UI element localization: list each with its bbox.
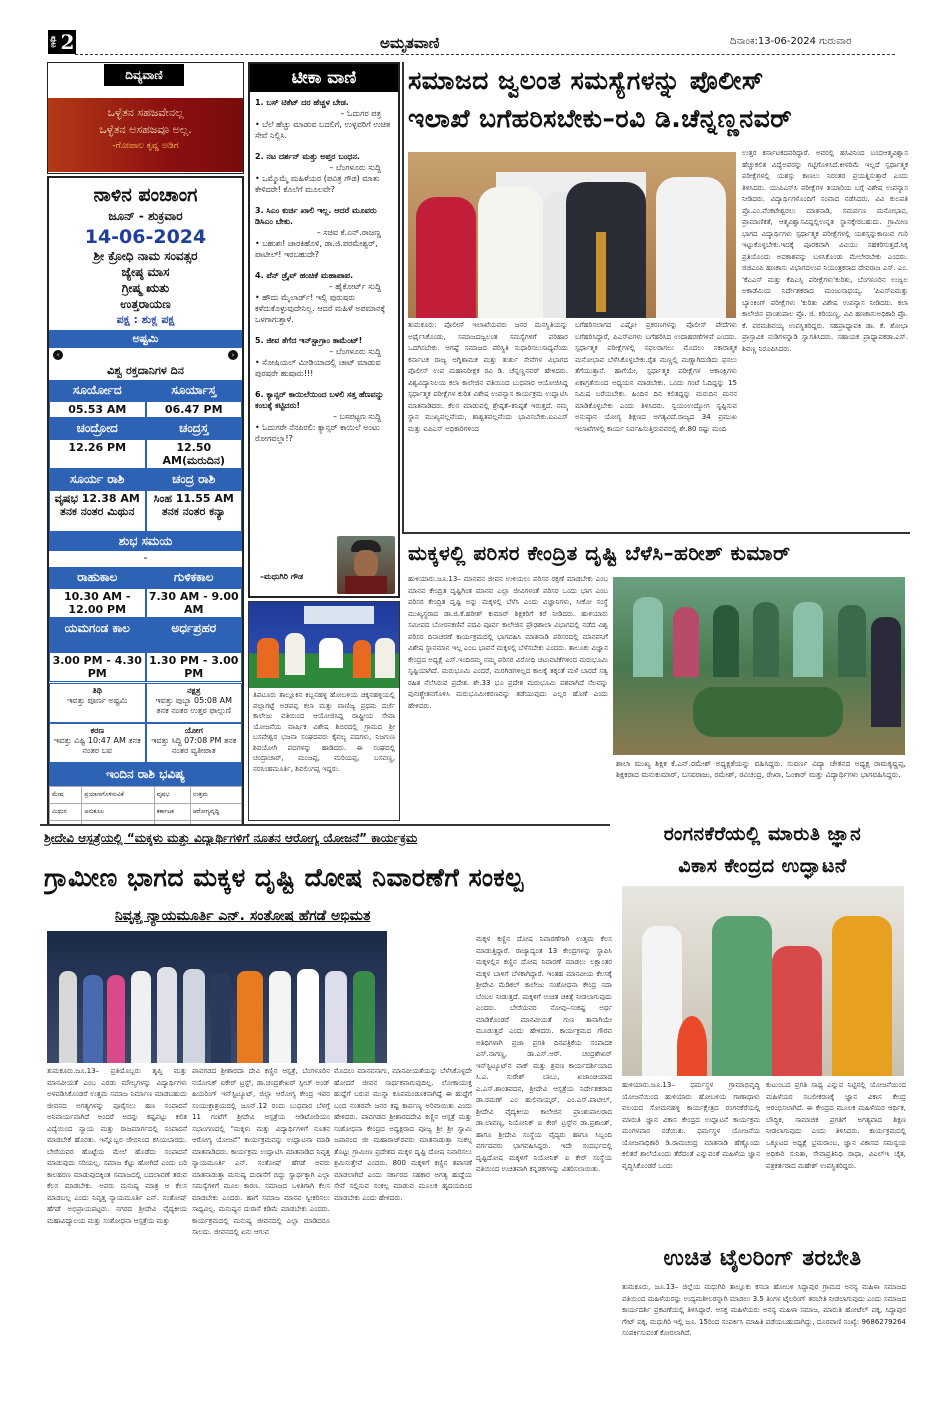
bhajana-photo [249,602,399,688]
karana-cell [49,723,146,763]
teeka-vani-column [248,62,400,598]
face [354,550,378,578]
moonrise-value: 12.26 PM [49,439,146,469]
teeka-author: –ಮಧುಗಿರಿ ಗೌಡ [260,572,304,581]
rahukala-label: ರಾಹುಕಾಲ [49,567,146,588]
story3-col2: ಪಾವಗಡದ ಶ್ರೀಶಾರದಾ ದೇವಿ ಕಣ್ಣಿನ ಆಸ್ಪತ್ರೆ, ಬೆಂಗಳೂರಿನ ನಯೋನಿಕ್ ಐಕೇರ್ ಟ್ರಸ್ಟ್, ಡಾ.ಚಂದ್ರಶೇಖರ್ ಸ್ಪೀಚ್ ಅಂಡ್ ಹಿಯರಿಂಗ್ ಇನ್‌ಸ್ಟಿಟ್ಯೂಟ್, ಜಿಲ್ಲಾ ಆರೋಗ್ಯ ಕೇಂದ್ರ ಇವರ ಸಂಯುಕ್ತಾಶ್ರಯದಲ್ಲಿ ಜೂನ್.12 ರಂದು ಬುಧವಾರ ಬೆಳಗ್ಗೆ 11 ಗಂಟೆಗೆ ಶ್ರೀದೇವಿ ಆಸ್ಪತ್ರೆಯ ಆಡಿಟೋರಿಯಂ ಸಭಾಂಗಣದಲ್ಲಿ "ಮಕ್ಕಳು ಮತ್ತು ವಿದ್ಯಾರ್ಥಿಗಳಿಗೆ ನೂತನ ಆರೋಗ್ಯ ಯೋಜನೆ" ಕಾರ್ಯಕ್ರಮವನ್ನು ಉದ್ಘಾಟನಾ ಮಾಡಿ ಮಾತನಾಡಿದರು. ಕಾರ್ಯಕ್ರಮ ಉದ್ಘಾಟಿಸಿ ಮಾತನಾಡಿದ ನಿವೃತ್ತ ನ್ಯಾಯಮೂರ್ತಿ ಎನ್. ಸಂತೋಷ್ ಹೆಗಡೆ ಅವರು ಮಾತನಾಡುತ್ತಾ ಮನುಷ್ಯ ದುರಾಸೆಗೆ ಬಿದ್ದು ಸ್ವಾರ್ಥಕ್ಕಾಗಿ ಎಲ್ಲಾ ಸಮಸ್ಯೆಗಳಿಗೆ ಮೂಲ ಕಾರಣ. ಸಮಾಜದ ಒಳಿತಿಗಾಗಿ ಕೆಲಸ ಮಾಡಬೇಕು ಎಂದರು. ಹಾಗೆ ಸಮಾಜ ಮಾನವ ಸ್ವೀಕರಿಸಲು ಸಾಧ್ಯವಿಲ್ಲ. ಮನುಷ್ಯನ ದುರಾಸೆ ಕಡಿಮೆ ಮಾಡಬೇಕು ಎಂದರು. ಕಾರ್ಯಕ್ರಮದಲ್ಲಿ ಮನುಷ್ಯ ಜೀವನದಲ್ಲಿ ಎಲ್ಲಾ ಮಾಡಿದರೂ ಸಾಲದು. ಜೀವನದಲ್ಲಿ ಏನು ಆಗುವ [192,1067,330,1236]
story3-col4: ಮಕ್ಕಳ ಕಣ್ಣಿನ ದೋಷ ನಿವಾರಣೆಗಾಗಿ ಉತ್ತಮ ಕೆಲಸ ಮಾಡುತ್ತಿದ್ದಾರೆ. ರಾಜ್ಯಾದ್ಯಂತ 13 ಕೇಂದ್ರಗಳನ್ನು ಸ್ಥಾಪಿಸಿ ಮಕ್ಕಳಲ್ಲಿನ ಕಣ್ಣಿನ ದೋಷ ನಿವಾರಣೆ ಮಾಡಲು ಲಕ್ಷಾಂತರ ಮಕ್ಕಳ ಬಾಳಿಗೆ ಬೆಳಕಾಗಿದ್ದಾರೆ. ಇಂತಹ ಮಾನವೀಯ ಕೆಲಸಕ್ಕೆ ಶ್ರೀದೇವಿ ಮೆಡಿಕಲ್ ಕಾಲೇಜು ಸಂಶೋಧನಾ ಕೇಂದ್ರ ಸದಾ ಬೆಂಬಲ ನೀಡುತ್ತದೆ. ಮಕ್ಕಳಿಗೆ ಉಚಿತ ಚಿಕಿತ್ಸೆ ನೀಡಲಾಗುವುದು ಎಂದರು. ಬೇರೆಯವರ ನೋವು–ಸಂಕಷ್ಟ ಅರ್ಥ ಮಾಡಿಕೊಂಡರೆ ಮಾನವೀಯತೆ ಗುಣ ತಾನಾಗಿಯೇ ಮೂಡುತ್ತದೆ ಎಂದು ಹೇಳಿದರು. ಕಾರ್ಯಕ್ರಮದ ಗೌರವ ಅತಿಥಿಗಳಾಗಿ ಪ್ರಜಾ ಪ್ರಗತಿ ದಿನಪತ್ರಿಕೆಯ ಸಂಪಾದಕ ಎಸ್.ನಾಗಣ್ಣ, ಡಾ.ಎಸ್.ಆರ್. ಚಂದ್ರಶೇಖರ್ ಇನ್‌ಸ್ಟಿಟ್ಯೂಟ್‌ನ ವಾಕ್ ಮತ್ತು ಶ್ರವಣ ಕಾರ್ಯದರ್ಶಿಯಾದ ಸಿ.ಎ. ಸುರೇಶ್ ಬಾಬು, ಖಜಾಂಚಿಯಾದ ಎ.ಎಸ್.ಶಾಂತವದನ, ಶ್ರೀದೇವಿ ಆಸ್ಪತ್ರೆಯ ನಿರ್ದೇಶಕರಾದ ಡಾ.ರಮಣ್ ಎಂ ಹುಲಿನಾಯ್ಕರ್, ಎಂ.ಎಸ್.ಪಾಟೀಲ್, ಶ್ರೀದೇವಿ ವೈದ್ಯಕೀಯ ಕಾಲೇಜಿನ ಪ್ರಾಂಶುಪಾಲರಾದ ಡಾ.ಲಾವಣ್ಯ, ನಿಯೋನಿಕ್ ಐ ಕೇರ್ ಟ್ರಸ್ಟ್‌ನ ಡಾ.ಪ್ರಶಾಂತ್, ಹಾಗೂ ಶ್ರೀದೇವಿ ಸಂಸ್ಥೆಯ ವೈದ್ಯರು ಹಾಗೂ ಸಿಬ್ಬಂದಿ ವರ್ಗದವರು ಭಾಗವಹಿಸಿದ್ದರು. ಇದೇ ಸಂದರ್ಭದಲ್ಲಿ ದೃಷ್ಟಿದೋಷ ಮಕ್ಕಳಿಗೆ ನಿಯೋನಿಕ್ ಐ ಕೇರ್ ಸಂಸ್ಥೆಯ ವತಿಯಿಂದ ಉಚಿತವಾಗಿ ಕನ್ನಡಕಗಳನ್ನು ವಿತರಿಸಲಾಯಿತು. [476,935,612,1173]
person [107,975,125,1063]
section-divider [40,824,610,826]
nakshatra-text: ಇವತ್ತು ಪುಬ್ಬಾ 05:08 AM ತನಕ ನಂತರ ಉತ್ತರ ಫಾಲ್ಗುಣಿ [155,696,233,715]
moonset-label: ಚಂದ್ರಸ್ತ [146,418,243,439]
teeka-comment: • ಹೌದು ಮೈಲಾರ್ಡ್! ಇಲ್ಲಿ ಪುರುಷರು ಕಳೆದುಕೊಳ್ಳುವುದೇನಿಲ್ಲ. ಆದರೆ ಮಹಿಳೆ ಅಪಮಾನಕ್ಕೆ ಒಳಗಾಗುತ್ತಾಳೆ. [255,293,386,324]
story3-headline: ಗ್ರಾಮೀಣ ಭಾಗದ ಮಕ್ಕಳ ದೃಷ್ಟಿ ದೋಷ ನಿವಾರಣೆಗೆ ಸಂಕಲ್ಪ [44,863,524,892]
teeka-source: – ಹೈಕೋರ್ಟ್ ಸುದ್ದಿ [328,282,381,291]
person [793,602,823,677]
rashi-prediction: ಆರೋಗ್ಯವೃದ್ಧಿ [190,804,241,821]
teeka-item [250,387,398,446]
yoga-cell [146,723,243,763]
story3-col1: ತುಮಕೂರು.ಜೂ.13– ಪ್ರತಿಯೊಬ್ಬರು ತೃಪ್ತಿ ಮತ್ತು ಮಾನವೀಯತೆ ಎಂಬ ಎರಡು ಮೌಲ್ಯಗಳನ್ನು ವಿದ್ಯಾರ್ಥಿಗಳು ಅಳವಡಿಸಿಕೊಂಡರೆ ಉತ್ತಮ ಸಮಾಜ ನಿರ್ಮಾಣ ಮಾಡಬಹುದು ಜೀವನದ ಅಗತ್ಯಗಳನ್ನು ಪೂರೈಸಲು ಹಣ ಸಂಪಾದನೆ ಅನಿವಾರ್ಯವಾಗಿದೆ ಅಂದರೆ ಅದನ್ನು ಕಷ್ಟಪಟ್ಟು ಕಲಿತ ವಿದ್ಯೆಯಿಂದ ನ್ಯಾಯ ಮತ್ತು ರಾಜಮಾರ್ಗದಲ್ಲಿ ಸಂಪಾದನೆ ಮಾಡಬೇಕೆ ಹೊರತು. ಇನ್ನೊಬ್ಬರ ಜೇಬಿನಿಂದ ಕಸಿಯಬಾರದು. ಬೇರೆಯವರ ಹೊಟ್ಟೆಯ ಮೇಲೆ ಹೊಡೆದು ಸಂಪಾದನೆ ಮಾಡುವುದು ಸರಿಯಲ್ಲ. ಸಮಾಜ ಕೆಟ್ಟು ಹೋಗಿದೆ ಎಂದು ಬರಿ ಕಾಲಹರಣ ಮಾಡುವುದಕ್ಕಿಂತ ಸಮಾಜದಲ್ಲಿ ಬದಲಾವಣೆ ತರುವ ಕೆಲಸ ಮಾಡಬೇಕು. ಅವರು ಮನುಷ್ಯ ಮಾತ್ರ ಆ ಕೆಲಸ ಮಾಡಬಲ್ಲ ಎಂದು ನಿವೃತ್ತ ನ್ಯಾಯಮೂರ್ತಿ ಎನ್. ಸಂತೋಷ್ ಹೆಗಡೆ ಅಭಿಪ್ರಾಯಪಟ್ಟರು. ನಗರದ ಶ್ರೀದೇವಿ ವೈದ್ಯಕೀಯ ಮಹಾವಿದ್ಯಾಲಯ ಮತ್ತು ಸಂಶೋಧನಾ ಆಸ್ಪತ್ರೆಯ ಮತ್ತು [47,1067,187,1225]
teeka-source: – ಬೆಂಗಳೂರು ಸುದ್ದಿ [329,347,381,356]
tithi-bar: ಅಷ್ಟಮಿ [49,330,242,348]
person [712,916,772,1076]
story1-col2: ಬಗೆಹರಿಸಲಾಗದ ಎಷ್ಟೋ ಪ್ರಕರಣಗಳನ್ನು ಪೊಲೀಸ್ ಪೇದೆಗಳು ಬಗೆಹರಿಸಿದ್ದಾರೆ, ಪಿಎಸ್‌ಐಗಳು ಬಗೆಹರಿಸಿದ ಉದಾಹರಣೆಗಳಿವೆ ಎಂದರು. ಸ್ಪರ್ಧಾತ್ಮಕ ಪರೀಕ್ಷೆಗಳಲ್ಲಿ ಸಫಲರಾಗಲು ಮೊದಲು ಸಕಾರಾತ್ಮಕ ಮನೋಭಾವ ಬೆಳೆಸಿಕೊಳ್ಳಬೇಕು.ರೈತ ಮಣ್ಣಲ್ಲಿ ಮಣ್ಣಾಗಿದುಡಿದು ಫಸಲು ತೆಗೆಯುತ್ತಾನೆ. ಹಾಗೆಯೇ, ಸ್ಪರ್ಧಾತ್ಮಕ ಪರೀಕ್ಷೆಗಳ ಆಕಾಂಕ್ಷಿಗಳು ಏಕಾಗ್ರತೆಯಿಂದ ಅಧ್ಯಯನ ಮಾಡಬೇಕು. ಒಂದು ಗಂಟೆ ಓದಿದ್ದನ್ನು 15 ನಿಮಿಷ ಬರೆಯಬೇಕು. ಹಿಂದಿನ ದಿನ ಕಲಿತದ್ದನ್ನು ಮರುದಿನ ಮನನ ಮಾಡಿಕೊಳ್ಳಬೇಕು ಎಂದು ತಿಳಿಸಿದರು. ಸ್ವಯಂಉದ್ಯೋಗ ಸೃಷ್ಟಿಸುವ ಅನುಷ್ಠಾನ ಯೋಗ್ಯ ಶಿಕ್ಷಣದ ಅಗತ್ಯವಿದೆ.ರಾಜ್ಯದ 34 ಪ್ರಮುಖ ಇಲಾಖೆಗಳಲ್ಲಿ ಕಾರ್ಯ ನಿರ್ವಹಿಸುತ್ತಿರುವವರಲ್ಲಿ ಶೇ.80 ರಷ್ಟು ಮಂದಿ [575,321,737,433]
tithi-text: ಇವತ್ತು ಪೂರ್ಣ ಅಷ್ಟಮಿ [67,696,128,705]
divyavani-title: ದಿವ್ಯವಾಣಿ [104,64,184,86]
ritu: ಗ್ರೀಷ್ಮ ಋತು [121,281,170,295]
person [375,638,395,678]
column-rule [402,62,404,532]
yoga-title: ಯೋಗ [184,726,203,735]
story5-body: ತುಮಕೂರು, ಜೂ.13– ಜಿಲ್ಲೆಯ ಮಧುಗಿರಿ ತಾಲ್ಲೂಕು ಕಸಬಾ ಹೋಬಳಿ ಸಿದ್ಧಾಪುರ ಗ್ರಾಮದ ಅನನ್ಯ ಮಹಿಳಾ ಸಮಾಜದ ವತಿಯಿಂದ ಮಹಿಳೆಯರನ್ನು ಉದ್ಯಮಶೀಲರನ್ನಾಗಿ ಮಾಡಲು 3.5 ತಿಂಗಳ ಟೈಲರಿಂಗ್ ತರಬೇತಿ ನೀಡಲಾಗುವುದು ಎಂದು ಸಮಾಜದ ಕಾರ್ಯದರ್ಶಿ ಪ್ರಕಟಣೆಯಲ್ಲಿ ತಿಳಿಸಿದ್ದಾರೆ. ಆಸಕ್ತ ಮಹಿಳೆಯರು ಅನನ್ಯ ಮಹಿಳಾ ಸಮಾಜ, ಮಾರುತಿ ಹೋಟೆಲ್ ಪಕ್ಕ, ಸಿದ್ಧಾಪುರ ಗೇಟ್ ಪಕ್ಕ, ಮಧುಗಿರಿ ಇಲ್ಲಿ ಜೂ. 15ರಿಂದ ಸಂಪರ್ಕಿಸಿ ಮಾಹಿತಿ ಪಡೆಯಬಹುದಾಗಿದ್ದು, ದೂರವಾಣಿ ಸಂಖ್ಯೆ: 9686279264 ಸಂಪರ್ಕಿಸುವಂತೆ ಕೋರಲಾಗಿದೆ. [622,1283,906,1337]
paper-masthead: ಅಮೃತವಾಣಿ [380,34,440,52]
person [566,182,646,318]
story4-headline-line1: ರಂಗನಕೆರೆಯಲ್ಲಿ ಮಾರುತಿ ಜ್ಞಾನ [663,823,862,845]
person [325,971,347,1063]
surya-rashi-value: ವೃಷಭ 12.38 AM ತನಕ ನಂತರ ಮಿಥುನ [49,490,146,532]
story4-photo [622,886,904,1076]
panchanga-title: ನಾಳಿನ ಪಂಚಾಂಗ [93,184,198,206]
panchanga-date: 14-06-2024 [84,226,207,248]
sunrise-value: 05.53 AM [49,401,146,418]
story2-caption: ಶಾಲಾ ಮುಖ್ಯ ಶಿಕ್ಷಕ ಕೆ.ಎನ್.ರಮೇಶ್ ಅಧ್ಯಕ್ಷತೆಯನ್ನು ವಹಿಸಿದ್ದರು. ಸುವರ್ಣ ವಿದ್ಯಾ ಚೇತನದ ಅಧ್ಯಕ್ಷ ರಾಮಕೃಷ್ಣಪ್ಪ, ಶಿಕ್ಷಕರಾದ ಮನುಕುಮಾರ್, ಬಸವರಾಜು, ರಮೇಶ್, ರವಿಚಂದ್ರ, ರೇಖಾ, ಓಂಕಾರ್ ಮತ್ತು ವಿದ್ಯಾರ್ಥಿಗಳು ಭಾಗವಹಿಸಿದ್ದರು. [616,759,906,779]
person [211,973,231,1063]
teeka-headline: 4. ಪೆನ್ ಡ್ರೈವ್ ಹಂಚಿಕೆ ಮಹಾಪಾಪ. [255,271,353,280]
teeka-source: – ಸಚಿವ ಕೆ.ಎನ್.ರಾಜಣ್ಣ [316,228,381,237]
person [131,971,151,1063]
teeka-comment: • ಓದುಗರೇ ನೆನಪಿರಲಿ: ಕ್ಯಾನ್ಸರ್ ಕಾಯಿಲೆ ಅಂಟು ರೋಗವಲ್ಲಾ!? [255,423,380,443]
masa: ಜ್ಯೇಷ್ಠ ಮಾಸ [121,265,170,279]
person [416,197,476,318]
page-number: 2 [60,30,75,54]
chandra-rashi-label: ಚಂದ್ರ ರಾಶಿ [146,469,243,490]
shubha-samaya-value: - [143,551,148,564]
person [353,971,375,1063]
rashi-sign: ಮಿಥುನ [50,804,82,821]
teeka-source: – ಬಸಪಟ್ಟಣ ಸುದ್ದಿ [332,412,381,421]
person [838,605,866,677]
teeka-vani-title: ಟೀಕಾ ವಾಣಿ [250,64,398,92]
teeka-items [250,95,398,446]
story1-photo [408,152,736,318]
person [353,640,371,678]
teeka-source: – ಬೆಂಗಳೂರು ಸುದ್ದಿ [329,163,381,172]
nakshatra-cell [146,683,243,723]
quote-line-2: ಒಳ್ಳೆತನ ಅಸಹಜವೂ ಅಲ್ಲ. [99,123,192,136]
rashi-prediction: ಅನುಕೂಲ [82,804,154,821]
karana-title: ಕರಣ [90,726,104,735]
person [832,916,892,1076]
story4-col1: ಹುಳಿಯಾರು.ಜೂ.13– ಧರ್ಮಸ್ಥಳ ಗ್ರಾಮಾಭಿವೃದ್ಧಿ ಯೋಜನೆಯಿಂದ ಹುಳಿಯಾರು ಹೋಬಳಿಯ ಗಾಣಾಧಾಳು ವಲಯದ ಸೋಮನಹಳ್ಳಿ ಕಾರ್ಯಕ್ಷೇತ್ರದ ರಂಗನಕೆರೆಯಲ್ಲಿ ಮಾರುತಿ ಜ್ಞಾನ ವಿಕಾಸ ಕೇಂದ್ರದ ಉದ್ಘಾಟನೆ ಕಾರ್ಯಕ್ರಮ ಮಂಗಳವಾರ ನಡೆಯಿತು. ಧರ್ಮಸ್ಥಳ ಯೋಜನೆಯ ಯೋಜನಾಧಿಕಾರಿ ಡಿ.ರಾಮಚಂದ್ರ ಮಾತನಾಡಿ ಹೆಣ್ಣೊಂದು ಕಲಿತರೆ ಶಾಲೆಯೊಂದು ತೆರೆದಂತೆ ಎನ್ನುವಂತೆ ಮಹಿಳೆಯ ಜ್ಞಾನ ವೃದ್ಧಿಸಿಕೊಂಡರೆ ಒಂದು [622,1081,760,1170]
rashi-sign: ಮೇಷ [50,787,82,804]
story1-col3: ಉತ್ತರ ಕರ್ನಾಟಕದವರಿದ್ದಾರೆ. ಅವರಲ್ಲಿ ಹಸಿವಿನಿಂದ ಬಂದಆತ್ಮವಿಶ್ವಾಸ ಹೆಚ್ಚುಕಲಿತ ವಿದ್ಯೆಅವರನ್ನು ಗಟ್ಟಿಗೊಳಿಸಿದೆ.ಕೀಳರಿಮೆ ಇಲ್ಲದೆ ಸ್ಪರ್ಧಾತ್ಮಕ ಪರೀಕ್ಷೆಗಳಲ್ಲಿ ಯಶಸ್ಸು ಕಾಣಲು ನಿರಂತರ ಪ್ರಯತ್ನಿಸುತ್ತಾರೆ ಎಂದು ತಿಳಿಸಿದರು. ಯುಪಿಎಸ್‌ಸಿ ಪರೀಕ್ಷೆಗಳ ತಯಾರಿಯ ಬಗ್ಗೆ ವಿಶೇಷ ಉಪನ್ಯಾಸ ನೀಡಿದರು. ವಿದ್ಯಾರ್ಥಿಗಳೊಂದಿಗೆ ಸಂವಾದ ನಡೆಸಿದರು. ವಿವಿ ಕುಲಪತಿ ಪ್ರೊ.ಎಂ.ವೆಂಕಟೇಶ್ವರಲು ಮಾತನಾಡಿ, ಸಮರ್ಪಣ ಮನೋಭಾವ, ಪ್ರಾಮಾಣಿಕತೆ, ಆತ್ಮವಿಶ್ವಾಸವಿದ್ದಲ್ಲಿಉನ್ನತ ಸ್ಥಾನಕ್ಕೇರಬಹುದು. ಗ್ರಾಮೀಣ ಭಾಗದ ವಿದ್ಯಾರ್ಥಿಗಳು ಸ್ಪರ್ಧಾತ್ಮಕ ಪರೀಕ್ಷೆಗಳಲ್ಲಿ ಯಶಸ್ಸನ್ನುಕಾಣುವ ಗುರಿ ಇಟ್ಟುಕೊಳ್ಳಬೇಕು.ಇದಕ್ಕೆ ಪೂರಕವಾಗಿ ವಿವಿಯು ಸಹಕರಿಸುತ್ತದೆ.ಸಿಕ್ಕ ಪ್ರತಿಯೊಂದು ಅವಕಾಶವನ್ನು ಬಳಸಿಕೊಂಡು ಮೇಲೇರಬೇಕು ಎಂದರು. ಜಿಜಿಎಂಪಿ ಹಣಕಾಸು ವಿಭಾಗದಉಪ ನಿಯಂತ್ರಕರಾದ ದೇವರಾಜ ಎಸ್. ಎಂ. 'ಕೆಎಎಸ್ ಮತ್ತು ಕೆಪಿಎಸ್ಸಿ ಪರೀಕ್ಷೆಗಳು'ಕುರಿತು, ಬೆಂಗಳೂರಿನ ಉಜ್ವಲ ಅಕಾಡೆಮಿಯ ನಿರ್ದೇಶಕರಾದ ಮಂಜುನಾಥಯ್ಯ. 'ಪಿಎಸ್‌ಐಮತ್ತು ಬ್ಯಾಂಕಿಂಗ್ ಪರೀಕ್ಷೆಗಳು 'ಕುರಿತು ವಿಶೇಷ ಉಪನ್ಯಾಸ ನೀಡಿದರು. ಕಲಾ ಕಾಲೇಜಿನ ಪ್ರಾಂಶುಪಾಲ ಪ್ರೊ. ಜಿ. ಕರಿಯಣ್ಣ, ವಿವಿ ಹಣಕಾಸುಅಧಿಕಾರಿ ಪ್ರೊ. ಕೆ. ಪರಮಶಿವಯ್ಯ ಉಪಸ್ಥಿತರಿದ್ದರು. ಸಹಪ್ರಾಧ್ಯಾಪಕಿ ಡಾ. ಕೆ. ಶೋಭಾ ಪ್ರಾಸ್ತಾವಿಕ ನುಡಿಗಳನ್ನಾಡಿ ಸ್ವಾಗತಿಸಿದರು. ಸಹಾಯಕ ಪ್ರಾಧ್ಯಾಪಕಡಾ.ಎಸ್. ಶಿವಣ್ಣ ನಿರೂಪಿಸಿದರು. [742,149,908,353]
tithi-cell [49,683,146,723]
sun-moon-grid [49,380,242,532]
kala-grid [49,567,242,682]
teeka-headline: 3. ಸಿಎಂ ಕುರ್ಚಿ ಖಾಲಿ ಇಲ್ಲ. ಆದರೆ ಮೂವರು ಡಿಸಿಎಂ ಬೇಕು. [255,206,377,226]
panchanga-panel [47,176,244,826]
surya-rashi-label: ಸೂರ್ಯ ರಾಶಿ [49,469,146,490]
story1-headline [408,62,908,138]
chandra-rashi-value: ಸಿಂಹ 11.55 AM ತನಕ ನಂತರ ಕನ್ಯಾ [146,490,243,532]
story3-subhead: ನಿವೃತ್ತ ನ್ಯಾಯಮೂರ್ತಿ ಎನ್. ಸಂತೋಷ ಹೆಗಡೆ ಅಭಿಮತ [115,908,371,924]
shubha-samaya-title: ಶುಭ ಸಮಯ [49,532,242,551]
person [713,605,739,677]
teeka-item [250,333,398,381]
carousel-nav [49,348,242,362]
rashi-sign: ವೃಷಭ [154,787,190,804]
teeka-headline: 1. ಬಸ್ ಟಿಕೆಟ್ ದರ ಹೆಚ್ಚಳ ಬೇಡ. [255,98,349,107]
story3-kicker: ಶ್ರೀದೇವಿ ಆಸ್ಪತ್ರೆಯಲ್ಲಿ “ಮಕ್ಕಳು ಮತ್ತು ವಿದ್ಯಾರ್ಥಿಗಳಿಗೆ ನೂತನ ಆರೋಗ್ಯ ಯೋಜನೆ” ಕಾರ್ಯಕ್ರಮ [44,831,418,845]
person [753,602,779,677]
person [656,177,726,318]
rashi-prediction: ಪ್ರಯಾಣಗೊಳಿಸುವಿಕೆ [82,787,154,804]
story4-headline [620,818,905,882]
rahukala-value: 10.30 AM - 12.00 PM [49,588,146,618]
person [478,187,543,318]
person [285,633,305,675]
story3-photo [47,931,387,1063]
bhajana-item [248,601,400,821]
karana-text: ಇವತ್ತು ವಿಷ್ಟಿ 10:47 AM ತನಕ ನಂತರ ಬವ [53,736,141,755]
banner [304,606,374,624]
bhajana-caption: ತಿಪಟೂರು ತಾಲ್ಲೂಕಿನ ಕಿಬ್ಬನಹಳ್ಳಿ ಹೋಬಳಿಯ ಚಿಕ್ಕನಹಳ್ಳಿಯಲ್ಲಿ ಪಲ್ಲಾಗಟ್ಟೆ ಅಡವಪ್ಪ ಕಲಾ ಮತ್ತು ವಾಣಿಜ್ಯ ಪ್ರಥಮ ದರ್ಜೆ ಕಾಲೇಜು ವತಿಯಿಂದ ಆಯೋಜಿಸಿದ್ದ ರಾಷ್ಟ್ರೀಯ ಸೇವಾ ಯೋಜನೆಯ ವಾರ್ಷಿಕ ವಿಶೇಷ ಶಿಬಿರದಲ್ಲಿ ಗ್ರಾಮದ ಶ್ರೀ ಬಸವೇಶ್ವರ ಭಜನಾ ಸಂಘದವರು ಕೈವಲ್ಯ ಪದಗಳು, ನಿಜಗುಣ ಶಿವಯೋಗಿ ಪದಗಳನ್ನು ಹಾಡಿದರು. ಈ ಸಂಘದಲ್ಲಿ ಚಂದ್ರಾಚಾರ್, ಮಂಜಪ್ಪ, ಮರಿಯಪ್ಪ, ಬಸವಣ್ಣ, ನರಸಿಂಹಮೂರ್ತಿ, ಶಿವಲಿಂಗಪ್ಪ ಇದ್ದರು. [253,691,395,773]
teeka-item [250,203,398,262]
quote-line-1: ಒಳ್ಳೆತನ ಸಹಜವೇನಲ್ಲ [107,106,184,119]
story1-headline-line1: ಸಮಾಜದ ಜ್ವಲಂತ ಸಮಸ್ಯೆಗಳನ್ನು ಪೊಲೀಸ್ [408,66,764,95]
person [157,967,177,1063]
header-divider [75,54,895,55]
teeka-comment: • ಸೋಷಿಯಲ್ ಮೀಡಿಯಾದಲ್ಲಿ ಚಾಟ್ ಮಾಡುವ ಪುರಷರೇ ಹುಷಾರು!!! [255,358,381,378]
rashi-row [50,787,242,804]
sunrise-label: ಸೂರ್ಯೋದ [49,380,146,401]
sunset-label: ಸೂರ್ಯಾಸ್ತ [146,380,243,401]
section-divider [402,532,910,534]
person [269,971,291,1063]
story3-col3: ಮೊದಲು ಮಾನವನಾಗು, ಮಾನವೀಯತೆಯನ್ನು ಬೆಳೆಸಿಕೊಳ್ಳದೇ ಹೋದರೆ ಜೀವನ ಸಾರ್ಥಕವಾಗುವುದಿಲ್ಲ. ಲೋಕಾಯುಕ್ತ ಹುದ್ದೆಗೆ ಬರುವ ಮುನ್ನಾ ಕೂಪಮಂಡೂಕನಾಗಿದ್ದೆ ಈ ಹುದ್ದೆಗೆ ಬಂದ ನಂತರವೇ ಜನರ ಕಷ್ಟ ಕಾರ್ಪಣ್ಯ ಅರಿವಾಯಿತು ಎಂದು ಹೇಳಿದರು. ಪಾವಗಡದ ಶ್ರೀಶಾರದದೇವಿ ಕಣ್ಣಿನ ಆಸ್ಪತ್ರೆ ಮತ್ತು ಸಂಶೋಧನಾ ಕೇಂದ್ರದ ಅಧ್ಯಕ್ಷರಾದ ಪೂಜ್ಯ ಶ್ರೀ ಶ್ರೀ ಸ್ವಾಮಿ ಜಪಾನಂದ ಜೀ ಮಹಾರಾಜ್‌ರವರು ಮಾತನಾಡುತ್ತಾ ಸಂಕಲ್ಪ ತೊಟ್ಟು ಗ್ರಾಮೀಣ ಪ್ರದೇಶದ ಮಕ್ಕಳ ದೃಷ್ಟಿ ದೋಷ ನಿವಾರಿಸಲು ಶ್ರಮಿಸುತ್ತೇವೆ ಎಂದರು. 800 ಮಕ್ಕಳಿಗೆ ಕಣ್ಣಿನ ತಪಾಸಣೆ ಮಾಡಲಾಗಿದೆ ಎಂದು ಸರ್ಕಾರದ ಸಹಕಾರ ಅಗತ್ಯ ಹುದ್ದೆಯ ಸೇವೆ ಸಲ್ಲಿಸುವ ಸಂಕಲ್ಪ ಮಾಡುವ ಮೂಲಕ ಹೃದಯದಿಂದ ಮಾಡಬೇಕು ಎಂದು ಹೇಳಿದರು. [334,1067,472,1202]
yoga-text: ಇವತ್ತು ಸಿದ್ಧಿ 07:08 PM ತನಕ ನಂತರ ವ್ಯತೀಪಾತ [151,736,237,755]
story5-headline: ಉಚಿತ ಟೈಲರಿಂಗ್ ತರಬೇತಿ [663,1246,862,1271]
person [83,975,103,1063]
gulikakala-value: 7.30 AM - 9.00 AM [146,588,243,618]
teeka-item [250,149,398,197]
person [183,969,205,1063]
quote-author: -ಗೋಪಾಲ ಕೃಷ್ಣ ಅಡಿಗ [112,141,179,151]
nakshatra-title: ನಕ್ಷತ್ರ [187,686,201,695]
story2-body: ಹುಳಿಯಾರು.ಜೂ.13– ಮಾನವನ ಜೀವನ ಉಳಿಯಲು ಪರಿಸರ ರಕ್ಷಣೆ ಮಾಡಬೇಕು ಎಂಬ ಮಾನವ ಕೇಂದ್ರಿತ ದೃಷ್ಟಿಗಿಂತ ಮಾನವ ಎಲ್ಲಾ ಜೀವಿಗಳಂತೆ ಪರಿಸರ ಒಂದು ಭಾಗ ಎಂಬ ಪರಿಸರ ಕೇಂದ್ರಿತ ದೃಷ್ಟಿ ಅನ್ನು ಮಕ್ಕಳಲ್ಲಿ ಬೆಳೆಸಿ ಎಂದು ವಿಜ್ಞಾನಿಗಳು, ಸೀಕೋ ಸಂಸ್ಥೆ ಮುಖ್ಯಸ್ಥರಾದ ಡಾ.ಜಿ.ಕೆ.ಹರೀಶ್ ಕುಮಾರ್ ಶಿಕ್ಷಕರಿಗೆ ಕರೆ ನೀಡಿದರು. ಹುಳಿಯಾರು ಸಮೀಪದ ಬೋರನಕಣಿವೆ ಪದವಿ ಪೂರ್ವ ಕಾಲೇಜಿನ ಪ್ರೌಢಶಾಲಾ ವಿಭಾಗದಲ್ಲಿ ನಡೆದ ವಿಶ್ವ ಪರಿಸರ ದಿನಾಚರಣೆ ಕಾರ್ಯಕ್ರಮದಲ್ಲಿ ಭಾಗವಹಿಸಿ ಮಾತನಾಡಿ ಪರಿಸರದಲ್ಲಿ ಮಾನವನಿಗೆ ವಿಶೇಷ ಸ್ಥಾನಮಾನ ಇಲ್ಲ ಎಂಬ ಭಾವನೆ ಮಕ್ಕಳಲ್ಲಿ ಬೆಳೆಸಬೇಕು ಎಂದರು. ತಾಲೂಕು ವಿಜ್ಞಾನ ಕೇಂದ್ರದ ಅಧ್ಯಕ್ಷೆ ಎಸ್.ಇಂದಿರಮ್ಮ ನಮ್ಮ ಪರಿಸರ ವಿರೋಧಿ ಚಟುವಟಿಕೆಗಳಿಂದ ಮರುಭೂಮಿ ಸೃಷ್ಟಿಯಾಗಿದೆ. ಮರುಭೂಮಿ ಎಂದರೆ, ಮರಗಿಡಗಳಿಲ್ಲದ ಕಾಲಕ್ಕೆ ತಕ್ಕಂತೆ ಮಳೆ ಬಾರದೆ ಸತ್ವ ರಹಿತ ನೆಲೆಸಿರುವ ಪ್ರದೇಶ. ಶೇ.33 ಭೂ ಪ್ರದೇಶ ಮರುಭೂಮಿ ವಶವಾಗಿದೆ ನೆಲವನ್ನು ಪುನಃಶ್ಚೇತನಗೊಳಿಸಿ ಮರುಭೂಮೀಕರಣವನ್ನು ತಡೆಯುವುದು ಎಲ್ಲರ ಹೊಣೆ ಎಂದು ಹೇಳಿದರು. [408,575,608,710]
rashi-sign: ಕರ್ಕಾಟಕ [154,804,190,821]
lamp-icon [596,232,606,312]
ardhaprahara-label: ಅರ್ಧಪ್ರಹರ [146,618,243,652]
rashi-table [49,786,242,826]
yamaganda-label: ಯಮಗಂಡ ಕಾಲ [49,618,146,652]
person [642,926,682,1076]
person [633,597,663,677]
person [772,946,822,1076]
person [257,638,279,678]
next-arrow-icon[interactable]: › [228,350,238,360]
paksha: ಪಕ್ಷ : ಶುಕ್ಲ ಪಕ್ಷ [116,313,175,326]
teeka-headline: 6. ಕ್ಯಾನ್ಸರ್ ಕಾಯಿಲೆಯಿಂದ ಬಳಲಿ ಸತ್ತ ಹೆಣವನ್ನು ಕಂಬಕ್ಕೆ ಕಟ್ಟಿದರು! [255,390,384,410]
story2-photo [613,577,905,755]
prev-arrow-icon[interactable]: ‹ [53,350,63,360]
special-day: ವಿಶ್ವ ರಕ್ತದಾನಿಗಳ ದಿನ [107,364,184,377]
teeka-comment: • ಬಹುಶಃ! ಜಾರಕಿಹೊಳಿ, ಡಾ.ಜಿ.ಪರಮೇಶ್ವರ್, ಪಾಟೀಲ್! ಇರಬಹುದೇ? [255,239,378,259]
story4-headline-line2: ವಿಕಾಸ ಕೇಂದ್ರದ ಉದ್ಘಾಟನೆ [678,855,847,877]
teeka-item [250,95,398,143]
rashi-bhavishya-title: ಇಂದಿನ ರಾಶಿ ಭವಿಷ್ಯ [49,763,242,786]
person [237,971,263,1063]
teeka-headline: 5. ಜೀವ ತೆಗೆದ ಇನ್‌ಸ್ಟಾಗ್ರಾಂ ಕಾಮೆಂಟ್! [255,336,363,345]
sunset-value: 06.47 PM [146,401,243,418]
samvatsara: ಶ್ರೀ ಕ್ರೋಧಿ ನಾಮ ಸಂವತ್ಸರ [93,249,198,263]
page-label: ಪುಟ [49,36,60,48]
yamaganda-value: 3.00 PM - 4.30 PM [49,652,146,682]
ardhaprahara-value: 1.30 PM - 3.00 PM [146,652,243,682]
person [871,617,901,727]
issue-date: ದಿನಾಂಕ:13-06-2024 ಗುರುವಾರ [730,36,852,47]
person [319,638,343,668]
tithi-title: ತಿಥಿ [92,686,102,695]
gulikakala-label: ಗುಳಿಕಕಾಲ [146,567,243,588]
divyavani-quote [48,98,243,172]
page-number-badge [48,30,76,54]
teeka-comment: • ಒಮ್ಮೊಮ್ಮೆ ಮಹಿಳೆಯರ (ಪವಿತ್ರ ಗೌಡ) ಮಾತು ಕೇಳಿದರೇ! ಕೊಲೆಗೆ ಮೂಲವೇ? [255,174,380,194]
story1-headline-line2: ಇಲಾಖೆ ಬಗೆಹರಿಸಬೇಕು–ರವಿ ಡಿ.ಚೆನ್ನಣ್ಣನವರ್ [408,104,793,133]
person [59,971,77,1063]
teeka-comment: • ಬೆಲೆ ಹೆಚ್ಚು ಮಾಡುವ ಬದಲಿಗೆ, ಉಳ್ಳವರಿಗೆ ಉಚಿತ ಸೇವೆ ನಿಲ್ಲಿಸಿ. [255,120,391,140]
teeka-headline: 2. ನಟ ದರ್ಶನ್ ಮತ್ತು ಅಪ್ತರ ಬಂಧನ. [255,152,360,161]
author-photo [337,536,395,594]
rashi-prediction: ಉತ್ತಮ [190,787,241,804]
tithi-nakshatra-grid [49,683,242,763]
flowers [677,1016,707,1076]
teeka-item [250,268,398,327]
shirt [345,576,387,594]
story1-col1: ತುಮಕೂರು: ಪೊಲೀಸ್ ಇಲಾಖೆಯವರು ಜನರ ಮನಸ್ಥಿತಿಯನ್ನು ಅರ್ಥೈಸಿಕೊಂಡು, ಸಮಾಜದಜ್ವಲಂತ ಸಮಸ್ಯೆಗಳಿಗೆ ಪರಿಹಾರ ಒದಗಿಸಬೇಕು. ಆಗಷ್ಟೆ ಸಮಾಜದ ಪರಿಸ್ಥಿತಿ ಸುಧಾರಿಸಲುಸಾಧ್ಯವೆಂದು ಕರ್ನಾಟಕ ರಾಜ್ಯ ಅಗ್ನಿಶಾಮಕ ಮತ್ತು ತುರ್ತು ಸೇವೆಗಳ ವಿಭಾಗದ ಪೊಲೀಸ್ ಉಪ ಮಹಾನಿರೀಕ್ಷಕ ರವಿ ಡಿ. ಚೆನ್ನಣ್ಣನವರ್ ಹೇಳಿದರು. ವಿಶ್ವವಿದ್ಯಾನಿಲಯ ಕಲಾ ಕಾಲೇಜಿನ ವತಿಯಿಂದ ಬುಧವಾರ ಆಯೋಜಿಸಿದ್ದ ಸ್ಪರ್ಧಾತ್ಮಕ ಪರೀಕ್ಷೆಗಳ ಕುರಿತ ವಿಶೇಷ ಉಪನ್ಯಾಸ ಕಾರ್ಯಕ್ರಮ ಉದ್ಘಾಟಿಸಿ ಮಾತನಾಡಿದರು. ಕೆಲಸ ಮಾಡುವಲ್ಲಿ ಶ್ರೇಷ್ಠತೆ–ಕನಿಷ್ಠತೆ ಇರುತ್ತದೆ. ನಮ್ಮ ಸ್ಥಾನ ಮುಖ್ಯವಲ್ಲವೆಂದು, ಶಾಶ್ವತವಲ್ಲವೆಂದು ಭಾವಿಸಬೇಕು.ಐಎಎಸ್ ಮತ್ತು ಐಪಿಎಸ್ ಅಧಿಕಾರಿಗಳಿಂದ [408,321,568,433]
story2-headline: ಮಕ್ಕಳಲ್ಲಿ ಪರಿಸರ ಕೇಂದ್ರಿತ ದೃಷ್ಟಿ ಬೆಳೆಸಿ–ಹರೀಶ್ ಕುಮಾರ್ [408,541,791,565]
person [297,969,319,1063]
moonset-value: 12.50 AM(ಮರುದಿನ) [146,439,243,469]
person [673,607,699,677]
story4-col2: ಕುಟುಂಬದ ಪ್ರಗತಿ ಸಾಧ್ಯ ಎನ್ನುವ ನಿಟ್ಟಿನಲ್ಲಿ ಯೋಜನೆಯಿಂದ ಮಹಿಳೆಯರ ಸಬಲೀಕರಣಕ್ಕೆ ಜ್ಞಾನ ವಿಕಾಸ ಕೇಂದ್ರ ಆರಂಭಿಸಲಾಗಿದೆ. ಈ ಕೇಂದ್ರದ ಮೂಲಕ ಮಹಿಳೆಯರ ಆರ್ಥಿಕ, ಬೌದ್ಧಿಕ, ಸಾಮಾಜಿಕ ಪ್ರಗತಿಗೆ ಅಗತ್ಯವಾದ ಶಿಕ್ಷಣ ನೀಡಲಾಗುವುದು ಎಂದು ತಿಳಿಸಿದರು. ಕಾರ್ಯಕ್ರಮದಲ್ಲಿ ಒಕ್ಕೂಟದ ಅಧ್ಯಕ್ಷೆ ಭ್ರಮರಾಂಬ, ಜ್ಞಾನ ವಿಕಾಸದ ಸಮನ್ವಯ ಅಧಿಕಾರಿ ಸುನಿತಾ, ಸೇವಾಪ್ರತಿನಿಧಿ ರಾಧಾ, ವಿಎಲ್ಇ ಚೈತ, ಪತ್ರಕರ್ತರಾದ ಮಹೇಶ್ ಉಪಸ್ಥಿತರಿದ್ದರು. [766,1081,906,1170]
moonrise-label: ಚಂದ್ರೋದ [49,418,146,439]
kneeling-group [693,687,843,737]
rashi-row [50,804,242,821]
ayana: ಉತ್ತರಾಯಣ [120,297,171,311]
teeka-source: – ಓದುಗರ ಪತ್ರ [340,109,381,118]
panchanga-month-day: ಜೂನ್ - ಶುಕ್ರವಾರ [108,209,183,223]
